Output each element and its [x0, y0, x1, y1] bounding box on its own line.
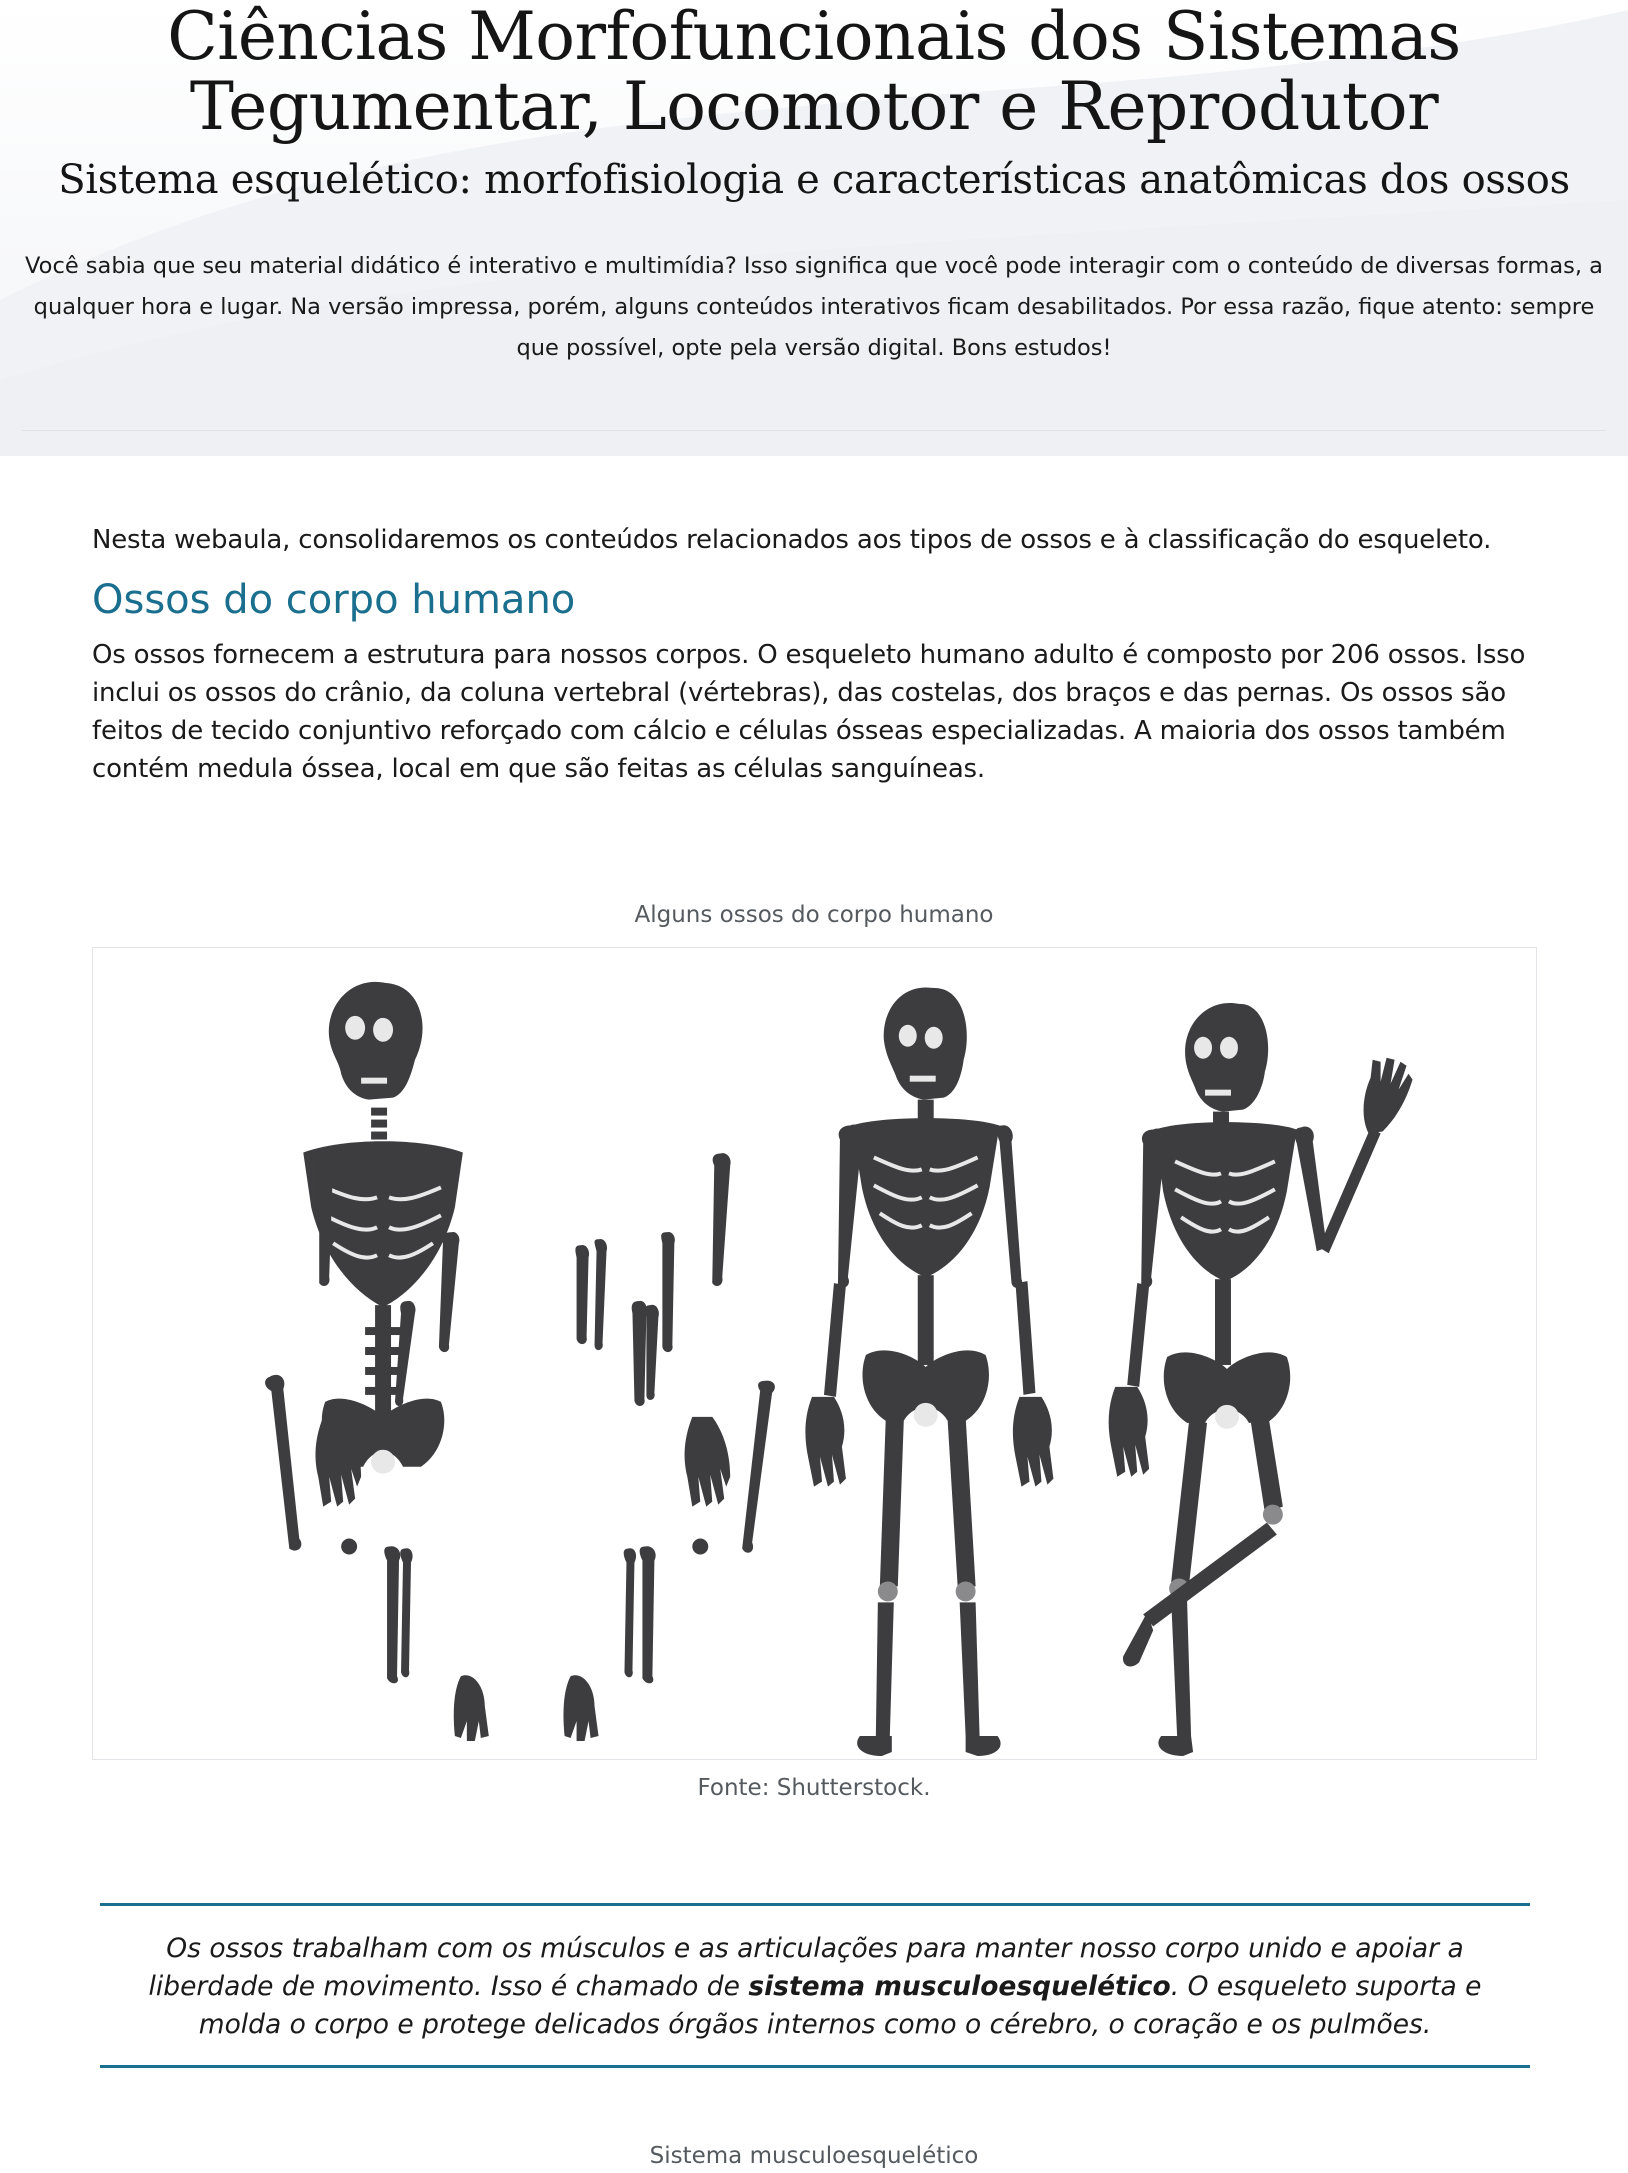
main-content — [92, 520, 1542, 788]
quote-bold-term: sistema musculoesquelético — [748, 1971, 1171, 2002]
skeleton-figure — [92, 947, 1537, 1760]
header-divider — [22, 430, 1606, 431]
waving-skeleton — [1109, 1003, 1413, 1756]
highlight-quote — [100, 1903, 1530, 2068]
section-heading: Ossos do corpo humano — [92, 577, 576, 623]
quote-text-part2: . O esqueleto suporta e molda o corpo e protege delicados órgãos internos como o cérebro, o coração e os pulmões. — [198, 1971, 1482, 2040]
figure-caption: Alguns ossos do corpo humano — [634, 902, 994, 928]
page-header — [0, 0, 1628, 456]
lesson-subtitle: Sistema esquelético: morfofisiologia e características anatômicas dos ossos — [58, 157, 1570, 203]
course-title — [0, 0, 1628, 145]
figure-source: Fonte: Shutterstock. — [697, 1775, 931, 1801]
course-title-line2: Tegumentar, Locomotor e Reprodutor — [189, 68, 1439, 145]
disassembled-skeleton — [265, 982, 775, 1741]
lead-paragraph: Nesta webaula, consolidaremos os conteúdos relacionados aos tipos de ossos e à classificação do esqueleto. — [92, 525, 1492, 555]
figure2-caption: Sistema musculoesquelético — [649, 2143, 979, 2169]
standing-skeleton — [805, 987, 1053, 1756]
intro-notice: Você sabia que seu material didático é interativo e multimídia? Isso significa que você pode interagir com o conteúdo de diversas formas, a qualquer hora e lugar. Na versão impressa, porém, alguns conteúdos interativos ficam desabilitados. Por essa razão, fique atento: sempre que possível, opte pela versão digital. Bons estudos! — [25, 253, 1603, 361]
body-paragraph: Os ossos fornecem a estrutura para nossos corpos. O esqueleto humano adulto é composto por 206 ossos. Isso inclui os ossos do crânio, da coluna vertebral (vértebras), das costelas, dos braços e das pernas. Os ossos são feitos de tecido conjuntivo reforçado com cálcio e células ósseas especializadas. A maioria dos ossos também contém medula óssea, local em que são feitas as células sanguíneas. — [92, 640, 1526, 784]
skeleton-illustration — [93, 948, 1536, 1759]
quote-text-part1: Os ossos trabalham com os músculos e as articulações para manter nosso corpo unido e apoiar a liberdade de movimento. Isso é chamado de — [148, 1933, 1464, 2002]
course-title-line1: Ciências Morfofuncionais dos Sistemas — [167, 0, 1461, 75]
